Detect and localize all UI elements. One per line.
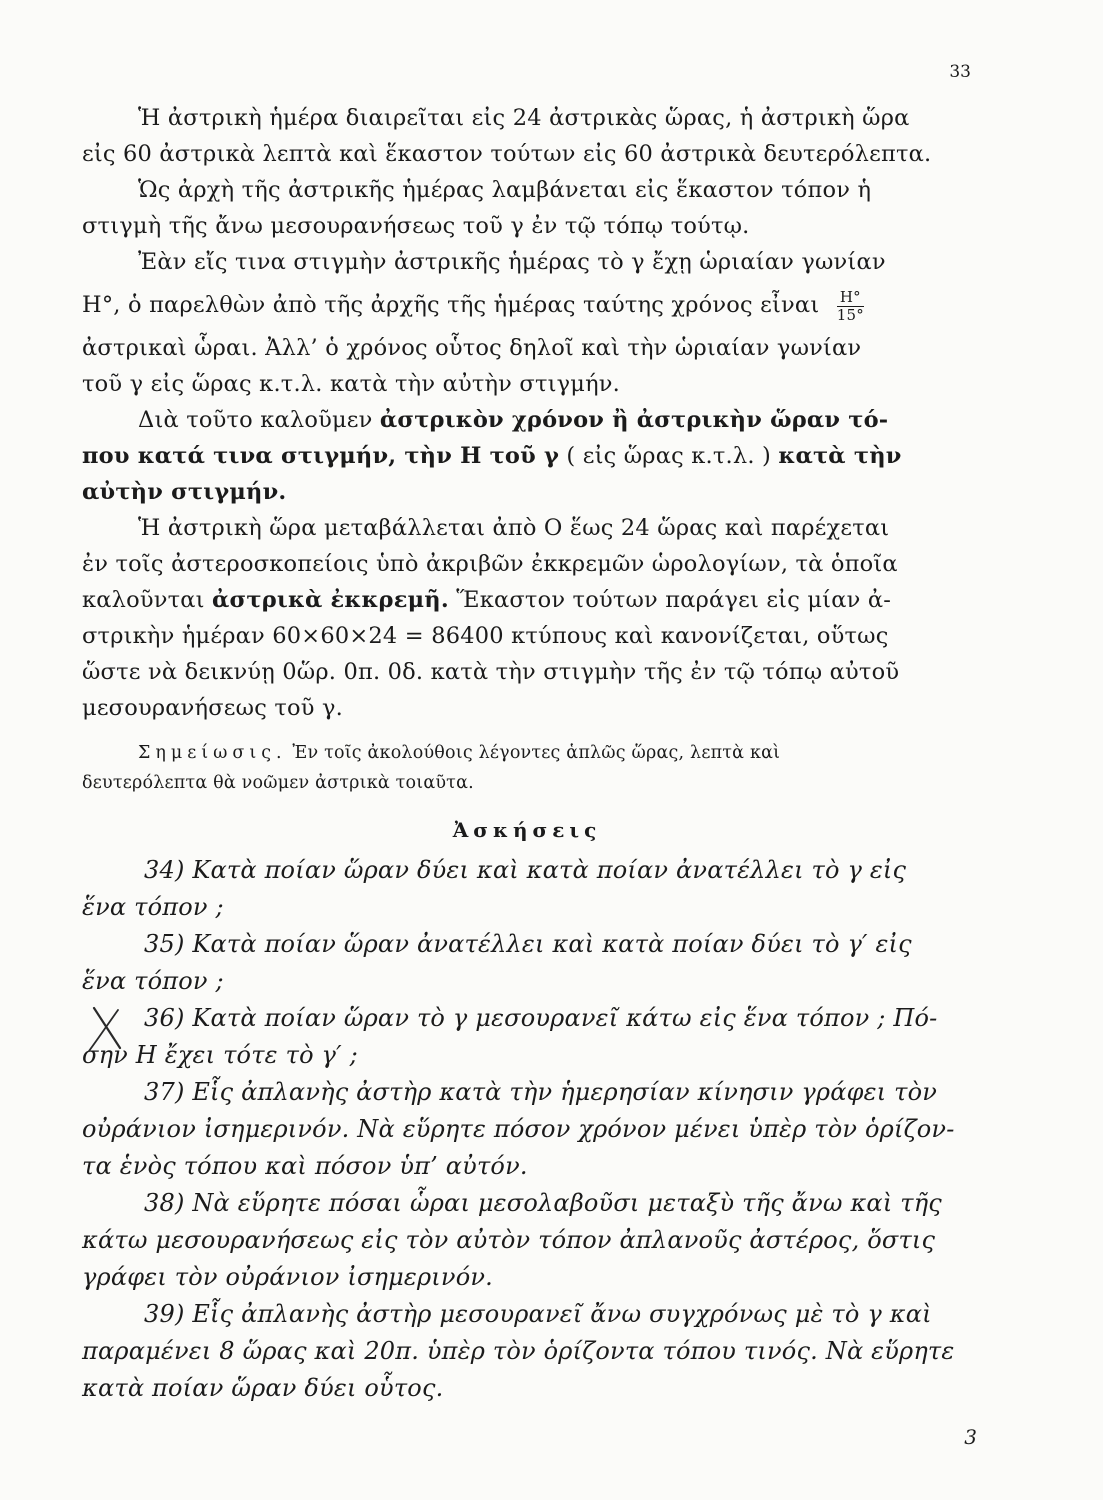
para3-line2 xyxy=(82,280,972,330)
para3-line4: τοῦ γ εἰς ὥρας κ.τ.λ. κατὰ τὴν αὐτὴν στιγμήν. xyxy=(82,371,621,397)
para4-line1 xyxy=(82,402,972,438)
para5-line6: μεσουρανήσεως τοῦ γ. xyxy=(82,695,343,721)
para5-text: καλοῦνται xyxy=(82,587,213,613)
exercise-list xyxy=(82,852,972,1407)
para4-line2 xyxy=(82,438,972,474)
exercise-line: γράφει τὸν οὐράνιον ἰσημερινόν. xyxy=(82,1263,493,1291)
para3-line2-text: Η°, ὁ παρελθὼν ἀπὸ τῆς ἀρχῆς τῆς ἡμέρας ταύτης χρόνος εἶναι xyxy=(82,292,820,318)
exercise-item xyxy=(82,926,972,1000)
term-bold-text: ἀστρικὰ ἐκκρεμῆ. xyxy=(212,587,449,613)
note-label: Σημείωσις. xyxy=(138,743,287,763)
exercise-line: παραμένει 8 ὥρας καὶ 20π. ὑπὲρ τὸν ὁρίζοντα τόπου τινός. Νὰ εὕρητε xyxy=(82,1337,955,1365)
exercise-line: κατὰ ποίαν ὥραν δύει οὗτος. xyxy=(82,1374,444,1402)
fraction-denominator: 15° xyxy=(836,305,864,324)
definition-bold-text: που κατά τινα στιγμήν, τὴν Η τοῦ γ xyxy=(82,443,560,469)
para5-line3 xyxy=(82,582,972,618)
para5-line4: στρικὴν ἡμέραν 60×60×24 = 86400 κτύπους καὶ κανονίζεται, οὕτως xyxy=(82,623,889,649)
exercise-item xyxy=(82,852,972,926)
exercise-item xyxy=(82,1185,972,1296)
exercise-line: 37) Εἷς ἀπλανὴς ἀστὴρ κατὰ τὴν ἡμερησίαν κίνησιν γράφει τὸν xyxy=(144,1078,938,1106)
exercises-heading: Ἀσκήσεις xyxy=(452,818,602,842)
para3-line3: ἀστρικαὶ ὧραι. Ἀλλ’ ὁ χρόνος οὗτος δηλοῖ καὶ τὴν ὡριαίαν γωνίαν xyxy=(82,335,862,361)
exercise-line: 39) Εἷς ἀπλανὴς ἀστὴρ μεσουρανεῖ ἄνω συγχρόνως μὲ τὸ γ καὶ xyxy=(144,1300,932,1328)
para1-line1: Ἡ ἀστρικὴ ἡμέρα διαιρεῖται εἰς 24 ἀστρικὰς ὥρας, ἡ ἀστρικὴ ὥρα xyxy=(138,105,910,131)
para1-line2: εἰς 60 ἀστρικὰ λεπτὰ καὶ ἕκαστον τούτων εἰς 60 ἀστρικὰ δευτερόλεπτα. xyxy=(82,141,932,167)
note-text: Ἐν τοῖς ἀκολούθοις λέγοντες ἁπλῶς ὥρας, λεπτὰ καὶ xyxy=(286,743,781,763)
para5-line2: ἐν τοῖς ἀστεροσκοπείοις ὑπὸ ἀκριβῶν ἐκκρεμῶν ὡρολογίων, τὰ ὁποῖα xyxy=(82,551,898,577)
exercise-line: 34) Κατὰ ποίαν ὥραν δύει καὶ κατὰ ποίαν ἀνατέλλει τὸ γ εἰς xyxy=(144,856,907,884)
definition-bold-text: κατὰ τὴν xyxy=(778,443,902,469)
exercise-line: κάτω μεσουρανήσεως εἰς τὸν αὐτὸν τόπον ἀπλανοῦς ἀστέρος, ὅστις xyxy=(82,1226,936,1254)
para4-line3: αὐτὴν στιγμήν. xyxy=(82,479,287,505)
handwritten-x-mark xyxy=(86,1004,128,1054)
page-body xyxy=(82,100,972,1407)
para3-line1: Ἐὰν εἴς τινα στιγμὴν ἀστρικῆς ἡμέρας τὸ γ ἔχῃ ὡριαίαν γωνίαν xyxy=(138,249,886,275)
para4-text: ( εἰς ὥρας κ.τ.λ. ) xyxy=(559,443,779,469)
exercise-line: ἕνα τόπον ; xyxy=(82,967,224,995)
note-line1 xyxy=(82,738,972,768)
exercise-line: 36) Κατὰ ποίαν ὥραν τὸ γ μεσουρανεῖ κάτω εἰς ἕνα τόπον ; Πό- xyxy=(144,1004,938,1032)
exercise-line: οὐράνιον ἰσημερινόν. Νὰ εὕρητε πόσον χρόνον μένει ὑπὲρ τὸν ὁρίζον- xyxy=(82,1115,955,1143)
exercise-line: 35) Κατὰ ποίαν ὥραν ἀνατέλλει καὶ κατὰ ποίαν δύει τὸ γ′ εἰς xyxy=(144,930,912,958)
exercise-line: 38) Νὰ εὕρητε πόσαι ὧραι μεσολαβοῦσι μεταξὺ τῆς ἄνω καὶ τῆς xyxy=(144,1189,942,1217)
para5-line1: Ἡ ἀστρικὴ ὥρα μεταβάλλεται ἀπὸ Ο ἕως 24 ὥρας καὶ παρέχεται xyxy=(138,515,890,541)
fraction-numerator: Η° xyxy=(837,289,864,307)
exercise-line: ἕνα τόπον ; xyxy=(82,893,224,921)
note-line2: δευτερόλεπτα θὰ νοῶμεν ἀστρικὰ τοιαῦτα. xyxy=(82,773,474,793)
exercise-item xyxy=(82,1296,972,1407)
definition-bold-text: ἀστρικὸν χρόνον ἢ ἀστρικὴν ὥραν τό- xyxy=(379,407,889,433)
signature-mark: 3 xyxy=(964,1425,977,1449)
para2-line1: Ὡς ἀρχὴ τῆς ἀστρικῆς ἡμέρας λαμβάνεται εἰς ἕκαστον τόπον ἡ xyxy=(138,177,872,203)
para4-text: Διὰ τοῦτο καλοῦμεν xyxy=(138,407,380,433)
hour-angle-fraction xyxy=(837,289,864,324)
para5-line5: ὥστε νὰ δεικνύῃ 0ὥρ. 0π. 0δ. κατὰ τὴν στιγμὴν τῆς ἐν τῷ τόπῳ αὐτοῦ xyxy=(82,659,900,685)
para2-line2: στιγμὴ τῆς ἄνω μεσουρανήσεως τοῦ γ ἐν τῷ τόπῳ τούτῳ. xyxy=(82,213,750,239)
page-number: 33 xyxy=(949,62,971,82)
para5-text: Ἕκαστον τούτων παράγει εἰς μίαν ἀ- xyxy=(448,587,892,613)
exercise-line: τα ἑνὸς τόπου καὶ πόσον ὑπ’ αὐτόν. xyxy=(82,1152,528,1180)
exercise-item xyxy=(82,1000,972,1074)
exercise-item xyxy=(82,1074,972,1185)
exercise-line: σην Η ἔχει τότε τὸ γ′ ; xyxy=(82,1041,358,1069)
